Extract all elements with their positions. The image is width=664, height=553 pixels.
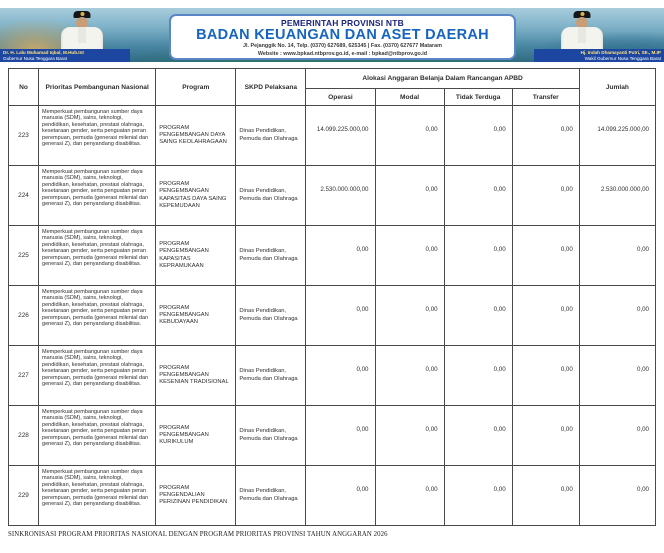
- transfer-value: 0,00: [512, 466, 579, 526]
- program-name: PROGRAM PENGEMBANGAN KAPASITAS DAYA SAING KEPEMUDAAN: [156, 166, 236, 226]
- priority-text: Memperkuat pembangunan sumber daya manusia (SDM), sains, teknologi, pendidikan, kesehatan, prestasi olahraga, kesetaraan gender, serta penguatan peran perempuan, pemuda (generasi milenial dan generasi Z), dan penyandang disabilitas.: [39, 346, 156, 406]
- vice-governor-title: Wakil Gubernur Nusa Tenggara Barat: [584, 55, 661, 61]
- col-header-modal: Modal: [375, 89, 444, 106]
- jumlah-value: 0,00: [579, 346, 655, 406]
- modal-value: 0,00: [375, 226, 444, 286]
- priority-text: Memperkuat pembangunan sumber daya manusia (SDM), sains, teknologi, pendidikan, kesehatan, prestasi olahraga, kesetaraan gender, serta penguatan peran perempuan, pemuda (generasi milenial dan generasi Z), dan penyandang disabilitas.: [39, 286, 156, 346]
- program-name: PROGRAM PENGEMBANGAN KAPASITAS KEPRAMUKAAN: [156, 226, 236, 286]
- table-row: [9, 226, 656, 286]
- col-header-program: Program: [156, 69, 236, 106]
- skpd-name: Dinas Pendidikan, Pemuda dan Olahraga: [236, 466, 306, 526]
- program-name: PROGRAM PENGEMBANGAN KEBUDAYAAN: [156, 286, 236, 346]
- col-header-skpd: SKPD Pelaksana: [236, 69, 306, 106]
- tidak-terduga-value: 0,00: [444, 166, 512, 226]
- transfer-value: 0,00: [512, 106, 579, 166]
- modal-value: 0,00: [375, 166, 444, 226]
- modal-value: 0,00: [375, 466, 444, 526]
- governor-title: Gubernur Nusa Tenggara Barat: [3, 55, 68, 61]
- program-name: PROGRAM PENGEMBANGAN KURIKULUM: [156, 406, 236, 466]
- operasi-value: 0,00: [306, 466, 375, 526]
- row-number: 228: [9, 406, 39, 466]
- jumlah-value: 2.530.000.000,00: [579, 166, 655, 226]
- table-row: [9, 166, 656, 226]
- operasi-value: 0,00: [306, 286, 375, 346]
- operasi-value: 0,00: [306, 226, 375, 286]
- tidak-terduga-value: 0,00: [444, 226, 512, 286]
- skpd-name: Dinas Pendidikan, Pemuda dan Olahraga: [236, 226, 306, 286]
- operasi-value: 0,00: [306, 406, 375, 466]
- transfer-value: 0,00: [512, 166, 579, 226]
- table-row: [9, 466, 656, 526]
- skpd-name: Dinas Pendidikan, Pemuda dan Olahraga: [236, 406, 306, 466]
- priority-text: Memperkuat pembangunan sumber daya manusia (SDM), sains, teknologi, pendidikan, kesehatan, prestasi olahraga, kesetaraan gender, serta penguatan peran perempuan, pemuda (generasi milenial dan generasi Z), dan penyandang disabilitas.: [39, 166, 156, 226]
- agency-title: BADAN KEUANGAN DAN ASET DAERAH: [196, 27, 489, 43]
- operasi-value: 14.099.225.000,00: [306, 106, 375, 166]
- skpd-name: Dinas Pendidikan, Pemuda dan Olahraga: [236, 166, 306, 226]
- row-number: 224: [9, 166, 39, 226]
- table-row: [9, 406, 656, 466]
- vice-governor-name: Hj. Indah Dhamayanti Putri, SE., M.IP: [580, 50, 661, 55]
- skpd-name: Dinas Pendidikan, Pemuda dan Olahraga: [236, 346, 306, 406]
- modal-value: 0,00: [375, 286, 444, 346]
- col-header-tidak-terduga: Tidak Terduga: [444, 89, 512, 106]
- col-header-allocation-group: Alokasi Anggaran Belanja Dalam Rancangan APBD: [306, 69, 579, 89]
- tidak-terduga-value: 0,00: [444, 466, 512, 526]
- skpd-name: Dinas Pendidikan, Pemuda dan Olahraga: [236, 286, 306, 346]
- tidak-terduga-value: 0,00: [444, 286, 512, 346]
- priority-text: Memperkuat pembangunan sumber daya manusia (SDM), sains, teknologi, pendidikan, kesehatan, prestasi olahraga, kesetaraan gender, serta penguatan peran perempuan, pemuda (generasi milenial dan generasi Z), dan penyandang disabilitas.: [39, 466, 156, 526]
- program-name: PROGRAM PENGEMBANGAN DAYA SAING KEOLAHRAGAAN: [156, 106, 236, 166]
- jumlah-value: 0,00: [579, 226, 655, 286]
- priority-text: Memperkuat pembangunan sumber daya manusia (SDM), sains, teknologi, pendidikan, kesehatan, prestasi olahraga, kesetaraan gender, serta penguatan peran perempuan, pemuda (generasi milenial dan generasi Z), dan penyandang disabilitas.: [39, 406, 156, 466]
- table-row: [9, 106, 656, 166]
- province-title: PEMERINTAH PROVINSI NTB: [281, 18, 404, 28]
- operasi-value: 2.530.000.000,00: [306, 166, 375, 226]
- transfer-value: 0,00: [512, 406, 579, 466]
- col-header-transfer: Transfer: [512, 89, 579, 106]
- operasi-value: 0,00: [306, 346, 375, 406]
- col-header-priority: Prioritas Pembangunan Nasional: [39, 69, 156, 106]
- table-row: [9, 286, 656, 346]
- agency-address: Jl. Pejanggik No. 14, Telp. (0370) 627689, 625345 | Fax. (0370) 627677 Mataram: [243, 43, 442, 50]
- tidak-terduga-value: 0,00: [444, 106, 512, 166]
- jumlah-value: 14.099.225.000,00: [579, 106, 655, 166]
- col-header-jumlah: Jumlah: [579, 69, 655, 106]
- budget-allocation-table: [8, 68, 656, 526]
- modal-value: 0,00: [375, 106, 444, 166]
- transfer-value: 0,00: [512, 226, 579, 286]
- table-row: [9, 346, 656, 406]
- row-number: 229: [9, 466, 39, 526]
- row-number: 225: [9, 226, 39, 286]
- tidak-terduga-value: 0,00: [444, 346, 512, 406]
- modal-value: 0,00: [375, 406, 444, 466]
- modal-value: 0,00: [375, 346, 444, 406]
- letterhead-banner: [0, 8, 664, 62]
- priority-text: Memperkuat pembangunan sumber daya manusia (SDM), sains, teknologi, pendidikan, kesehatan, prestasi olahraga, kesetaraan gender, serta penguatan peran perempuan, pemuda (generasi milenial dan generasi Z), dan penyandang disabilitas.: [39, 106, 156, 166]
- col-header-operasi: Operasi: [306, 89, 375, 106]
- row-number: 226: [9, 286, 39, 346]
- col-header-no: No: [9, 69, 39, 106]
- program-name: PROGRAM PENGEMBANGAN KESENIAN TRADISIONAL: [156, 346, 236, 406]
- table-body: [9, 106, 656, 526]
- jumlah-value: 0,00: [579, 406, 655, 466]
- jumlah-value: 0,00: [579, 466, 655, 526]
- program-name: PROGRAM PENGENDALIAN PERIZINAN PENDIDIKAN: [156, 466, 236, 526]
- governor-name: Dr. H. Lalu Muhamad Iqbal, M.Hub.Int: [3, 50, 84, 55]
- jumlah-value: 0,00: [579, 286, 655, 346]
- skpd-name: Dinas Pendidikan, Pemuda dan Olahraga: [236, 106, 306, 166]
- agency-website-email: Website : www.bpkad.ntbprov.go.id, e-mail : bpkad@ntbprov.go.id: [257, 50, 428, 57]
- transfer-value: 0,00: [512, 346, 579, 406]
- row-number: 223: [9, 106, 39, 166]
- priority-text: Memperkuat pembangunan sumber daya manusia (SDM), sains, teknologi, pendidikan, kesehatan, prestasi olahraga, kesetaraan gender, serta penguatan peran perempuan, pemuda (generasi milenial dan generasi Z), dan penyandang disabilitas.: [39, 226, 156, 286]
- vice-governor-caption: [534, 49, 664, 62]
- report-footer-caption: SINKRONISASI PROGRAM PRIORITAS NASIONAL DENGAN PROGRAM PRIORITAS PROVINSI TAHUN ANGGARAN 2026: [8, 531, 388, 538]
- transfer-value: 0,00: [512, 286, 579, 346]
- tidak-terduga-value: 0,00: [444, 406, 512, 466]
- agency-letterhead: [169, 14, 516, 60]
- row-number: 227: [9, 346, 39, 406]
- governor-caption: [0, 49, 130, 62]
